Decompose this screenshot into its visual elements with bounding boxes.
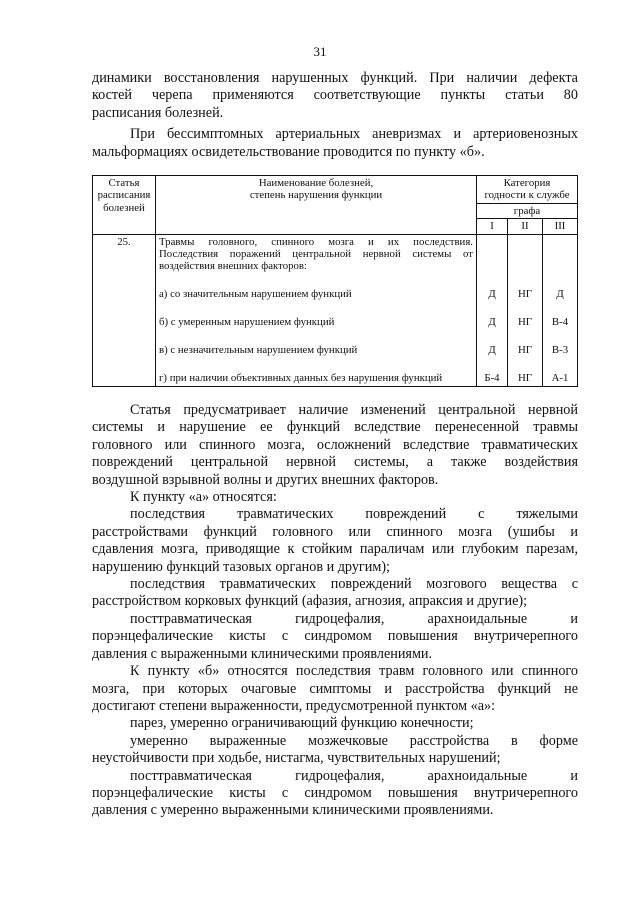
- text-line: последствия травматических повреждений мозгового вещества с: [130, 576, 578, 593]
- text-line: умеренно выраженные мозжечковые расстройства в форме: [130, 732, 578, 749]
- text-line: нарушению функций тазовых органов и другим);: [92, 558, 390, 575]
- text-line: костей черепа применяются соответствующие пункты статьи 80: [92, 87, 578, 104]
- category-col-2: НГ НГ НГ НГ: [508, 234, 543, 386]
- text-line: воздушной взрывной волны и других внешних факторов.: [92, 471, 439, 488]
- disease-names: Травмы головного, спинного мозга и их последствия. Последствия поражений центральной нервной системы от воздействия внешних факторов: а) со значительным нарушением функций б) с умеренным нарушением функций в) с незначительным нарушением функций г) при наличии объективных данных без нарушения функций: [156, 234, 477, 386]
- text-line: порэнцефалические кисты с синдромом повышения внутричерепного: [92, 628, 578, 645]
- text-line: динамики восстановления нарушенных функций. При наличии дефекта: [92, 70, 578, 86]
- text-line: Статья предусматривает наличие изменений центральной нервной: [130, 402, 578, 418]
- intro-paragraphs: [92, 70, 578, 161]
- text-line: повреждений центральной нервной системы, а также воздействия: [92, 454, 578, 471]
- text-line: мальформациях освидетельствование проводится по пункту «б».: [92, 143, 485, 160]
- text-line: расстройством корковых функций (афазия, агнозия, апраксия и другие);: [92, 593, 528, 610]
- text-line: К пункту «б» относятся последствия травм головного или спинного: [130, 663, 578, 680]
- text-line: головного или спинного мозга, осложнений вследствие травматических: [92, 436, 578, 453]
- row-label-v: в) с незначительным нарушением функций: [159, 343, 358, 356]
- header-col-3: III: [543, 219, 578, 234]
- text-line: порэнцефалические кисты с синдромом повышения внутричерепного: [92, 784, 578, 801]
- header-col-1: I: [477, 219, 508, 234]
- text-line: К пункту «а» относятся:: [130, 489, 277, 506]
- header-name: Наименование болезней, степень нарушения функции: [156, 176, 477, 235]
- text-line: посттравматическая гидроцефалия, арахноидальные и: [130, 610, 578, 627]
- row-label-a: а) со значительным нарушением функций: [159, 287, 352, 300]
- row-label-g: г) при наличии объективных данных без нарушения функций: [159, 371, 443, 384]
- text-line: сдавления мозга, приводящие к стойким параличам или глубоким парезам,: [92, 541, 578, 558]
- text-line: достигают степени выраженности, предусмотренной пунктом «а»:: [92, 697, 496, 714]
- header-graph: графа: [477, 203, 578, 218]
- category-col-1: Д Д Д Б-4: [477, 234, 508, 386]
- text-line: расстройствами функций головного или спинного мозга (ушибы и: [92, 523, 578, 540]
- text-line: неустойчивости при ходьбе, нистагма, чувствительных нарушений;: [92, 750, 501, 767]
- header-category: Категория годности к службе: [477, 176, 578, 204]
- text-line: парез, умеренно ограничивающий функцию конечности;: [130, 715, 474, 732]
- text-line: расписания болезней.: [92, 104, 224, 121]
- schedule-table: [92, 175, 578, 387]
- article-number: 25.: [93, 234, 156, 386]
- text-line: давления с умеренно выраженными клиническими проявлениями.: [92, 802, 494, 819]
- header-col-2: II: [508, 219, 543, 234]
- text-line: мозга, при которых очаговые симптомы и расстройства функций не: [92, 680, 578, 697]
- category-col-3: Д В-4 В-3 А-1: [543, 234, 578, 386]
- article-description: [92, 402, 578, 820]
- page-number: 31: [313, 44, 327, 59]
- text-line: системы и нарушение ее функций вследствие перенесенной травмы: [92, 419, 578, 436]
- text-line: давления с выраженными клиническими проявлениями.: [92, 645, 433, 662]
- row-label-b: б) с умеренным нарушением функций: [159, 315, 335, 328]
- text-line: посттравматическая гидроцефалия, арахноидальные и: [130, 767, 578, 784]
- header-article: Статья расписания болезней: [93, 176, 156, 235]
- text-line: При бессимптомных артериальных аневризмах и артериовенозных: [130, 126, 578, 143]
- text-line: последствия травматических повреждений с тяжелыми: [130, 506, 578, 523]
